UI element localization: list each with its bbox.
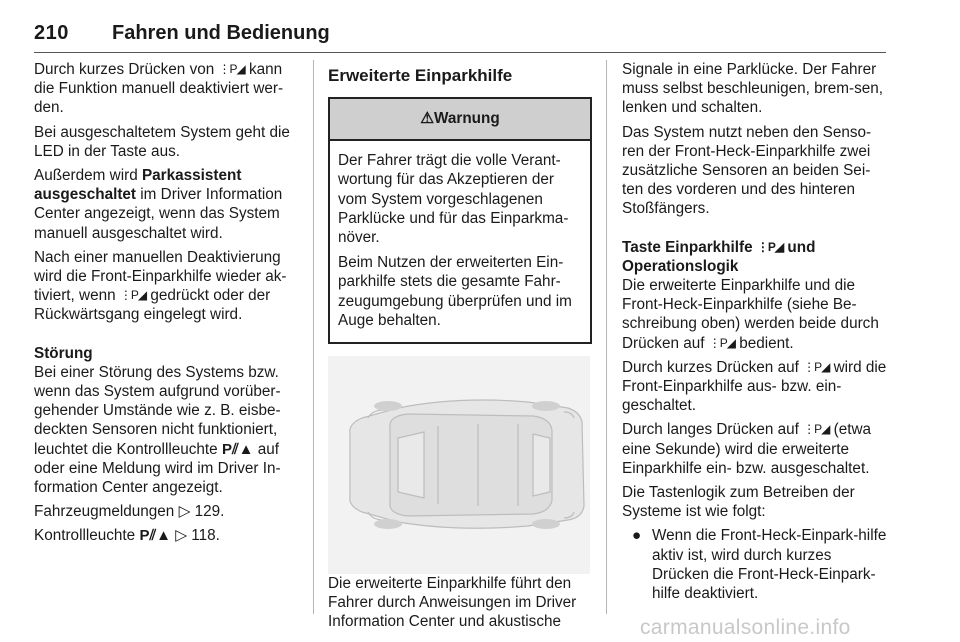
paragraph: Signale in eine Parklücke. Der Fahrer muss selbst beschleunigen, brem-sen, lenken und schalten. bbox=[622, 61, 884, 117]
column-right bbox=[622, 60, 888, 608]
column-divider bbox=[606, 60, 607, 614]
section-title: Erweiterte Einparkhilfe bbox=[328, 66, 513, 85]
paragraph: Das System nutzt neben den Senso-ren der Front-Heck-Einparkhilfe zwei zusätzliche Sensoren an beiden Sei-ten des vorderen und des hinteren Stoßfängers. bbox=[622, 123, 872, 218]
column-divider bbox=[313, 60, 314, 614]
list-item: ● Wenn die Front-Heck-Einpark-hilfe aktiv ist, wird durch kurzes Drücken die Front-Heck-Einpark-hilfe deaktiviert. bbox=[632, 527, 887, 603]
paragraph: Durch kurzes Drücken auf ⋮P◢ wird die Front-Einparkhilfe aus- bzw. ein-geschaltet. bbox=[622, 358, 887, 415]
paragraph: Durch kurzes Drücken von ⋮P◢ kann die Funktion manuell deaktiviert wer-den. bbox=[34, 61, 284, 117]
parking-assist-button-icon: ⋮P◢ bbox=[119, 288, 147, 303]
page-reference-link[interactable]: 118. bbox=[191, 527, 220, 545]
parking-assist-button-icon: ⋮P◢ bbox=[218, 62, 245, 76]
parking-assist-button-icon: ⋮P◢ bbox=[803, 422, 830, 437]
paragraph: Die erweiterte Einparkhilfe und die Front-Heck-Einparkhilfe (siehe Be-schreibung oben) werden beide durch Drücken auf ⋮P◢ bedient. bbox=[622, 277, 879, 352]
paragraph: Der Fahrer trägt die volle Verant-wortung für das Akzeptieren der vom System vorgeschlagenen Parklücke und für das Einparkma-növer. bbox=[338, 152, 569, 247]
figure-caption: Die erweiterte Einparkhilfe führt den Fahrer durch Anweisungen im Driver Information Center und akustische bbox=[328, 575, 577, 631]
warning-triangle-icon: ⚠ bbox=[420, 110, 434, 128]
page-reference-arrow-icon: ▷ bbox=[175, 527, 188, 545]
paragraph: Nach einer manuellen Deaktivierung wird die Front-Einparkhilfe wieder ak-tiviert, wenn ⋮P◢ gedrückt oder der Rückwärtsgang eingelegt wird. bbox=[34, 248, 287, 324]
parking-assist-button-icon: ⋮P◢ bbox=[756, 239, 784, 254]
paragraph: Bei einer Störung des Systems bzw. wenn das System aufgrund vorüber-gehender Umstände wie z. B. eisbe-deckten Sensoren nicht funktioniert, leuchtet die Kontrollleuchte P⫽▲ auf oder eine Meldung wird im Driver In-formation Center angezeigt. bbox=[34, 363, 281, 497]
warning-body bbox=[330, 141, 590, 342]
paragraph: Fahrzeugmeldungen ▷ 129. bbox=[34, 503, 225, 521]
car-sensor-illustration bbox=[328, 356, 590, 574]
column-middle bbox=[328, 60, 592, 637]
park-assist-control-lamp-icon: P⫽▲ bbox=[221, 440, 254, 458]
car-top-view-icon bbox=[328, 356, 590, 574]
page-number: 210 bbox=[34, 22, 69, 44]
park-assist-control-lamp-icon: P⫽▲ bbox=[139, 527, 171, 545]
paragraph: Durch langes Drücken auf ⋮P◢ (etwa eine Sekunde) wird die erweiterte Einparkhilfe ein- bzw. ausgeschaltet. bbox=[622, 421, 871, 477]
warning-box bbox=[328, 97, 592, 344]
page-reference-link[interactable]: 129. bbox=[194, 503, 225, 521]
watermark-footer: carmanualsonline.info bbox=[640, 616, 851, 639]
subheading-taste: Taste Einparkhilfe ⋮P◢ und Operationslogik bbox=[622, 238, 816, 275]
column-left bbox=[34, 60, 300, 551]
paragraph: Kontrollleuchte P⫽▲ ▷ 118. bbox=[34, 527, 220, 545]
paragraph: Bei ausgeschaltetem System geht die LED in der Taste aus. bbox=[34, 123, 290, 160]
parking-assist-button-icon: ⋮P◢ bbox=[803, 359, 830, 374]
page-header bbox=[34, 22, 886, 53]
page-title: Fahren und Bedienung bbox=[112, 22, 330, 44]
page-reference-arrow-icon: ▷ bbox=[178, 503, 191, 521]
paragraph: Die Tastenlogik zum Betreiben der Systeme ist wie folgt: bbox=[622, 484, 855, 521]
subheading-stoerung: Störung bbox=[34, 344, 93, 362]
bullet-icon: ● bbox=[632, 527, 642, 545]
paragraph: Beim Nutzen der erweiterten Ein-parkhilfe stets die gesamte Fahr-zeugumgebung überprüfen und im Auge behalten. bbox=[338, 254, 572, 329]
paragraph: Außerdem wird Parkassistent ausgeschaltet im Driver Information Center angezeigt, wenn das System manuell ausgeschaltet wird. bbox=[34, 167, 283, 242]
parking-assist-button-icon: ⋮P◢ bbox=[708, 335, 735, 350]
warning-header: ⚠Warnung bbox=[330, 99, 590, 141]
